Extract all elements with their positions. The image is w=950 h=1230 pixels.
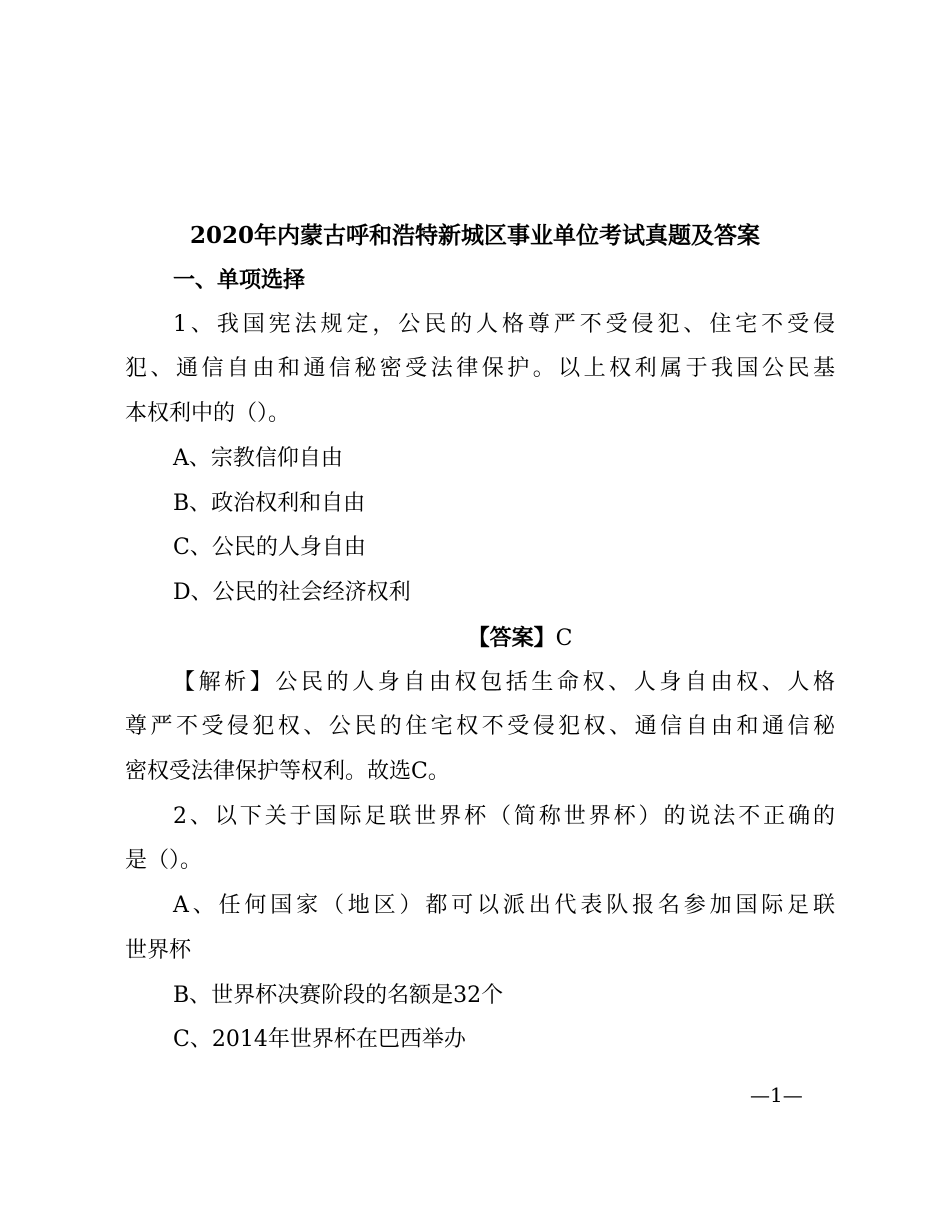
question-1-analysis-line-2: 尊严不受侵犯权、公民的住宅权不受侵犯权、通信自由和通信秘	[125, 714, 835, 739]
question-1-line-3: 本权利中的（）。	[125, 401, 291, 426]
question-2-option-b: B、世界杯决赛阶段的名额是32个	[173, 983, 504, 1008]
question-1-line-1: 1、我国宪法规定，公民的人格尊严不受侵犯、住宅不受侵	[173, 312, 835, 337]
page-number: —1—	[750, 1083, 803, 1107]
answer-value: C	[555, 626, 573, 651]
answer-label: 【答案】	[467, 625, 556, 651]
question-1-option-a: A、宗教信仰自由	[173, 446, 343, 471]
question-1-line-2: 犯、通信自由和通信秘密受法律保护。以上权利属于我国公民基	[125, 356, 835, 381]
question-1-option-b: B、政治权利和自由	[173, 491, 366, 516]
question-2-line-2: 是（）。	[125, 848, 203, 873]
question-1-analysis-line-3: 密权受法律保护等权利。故选C。	[125, 759, 450, 784]
question-1-analysis-line-1: 【解析】公民的人身自由权包括生命权、人身自由权、人格	[173, 670, 835, 695]
question-1-option-d: D、公民的社会经济权利	[173, 580, 411, 605]
question-2-option-a-line-1: A、任何国家（地区）都可以派出代表队报名参加国际足联	[173, 893, 835, 918]
question-2-line-1: 2、以下关于国际足联世界杯（简称世界杯）的说法不正确的	[173, 804, 835, 829]
document-title: 2020年内蒙古呼和浩特新城区事业单位考试真题及答案	[189, 222, 760, 249]
section-heading: 一、单项选择	[173, 267, 306, 293]
question-1-answer	[0, 623, 950, 654]
question-2-option-a-line-2: 世界杯	[125, 938, 192, 963]
question-1-option-c: C、公民的人身自由	[173, 535, 366, 560]
question-2-option-c: C、2014年世界杯在巴西举办	[173, 1027, 466, 1052]
